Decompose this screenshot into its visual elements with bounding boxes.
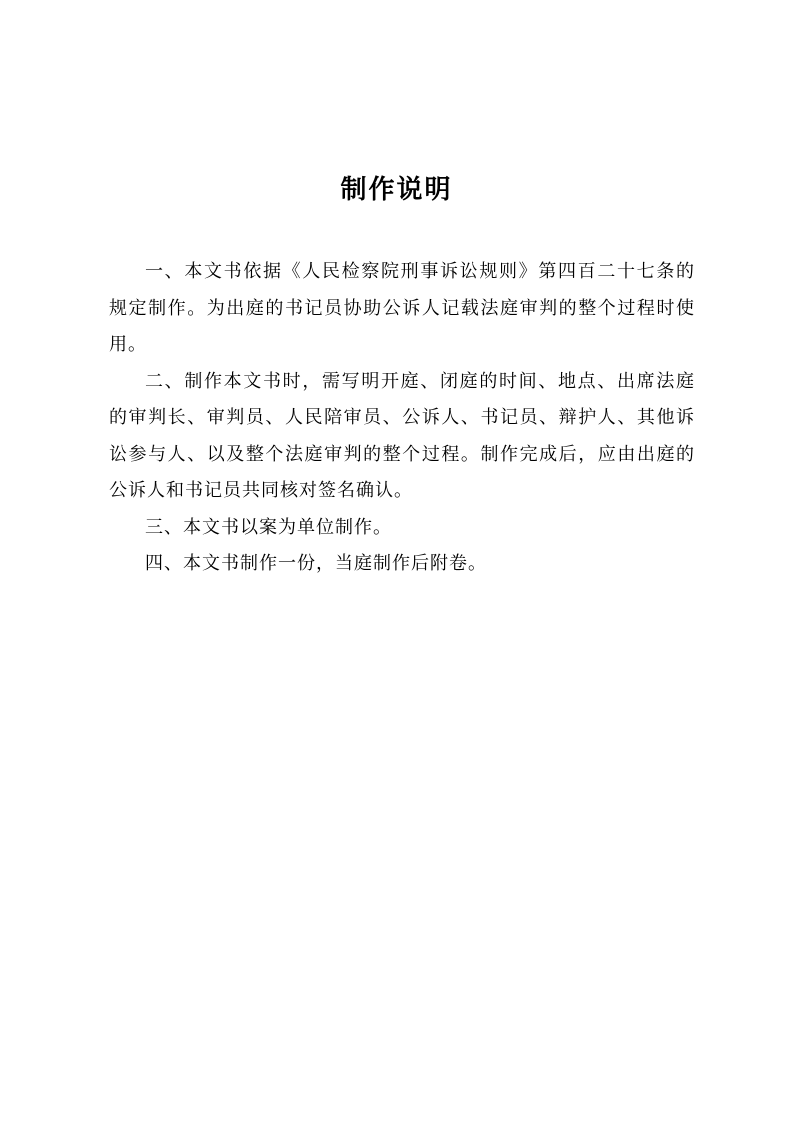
document-body (109, 254, 695, 583)
paragraph-1: 一、本文书依据《人民检察院刑事诉讼规则》第四百二十七条的规定制作。为出庭的书记员协助公诉人记载法庭审判的整个过程时使用。 (109, 261, 695, 355)
paragraph-4: 四、本文书制作一份，当庭制作后附卷。 (145, 553, 487, 574)
paragraph-3: 三、本文书以案为单位制作。 (145, 516, 392, 538)
paragraph-2: 二、制作本文书时，需写明开庭、闭庭的时间、地点、出席法庭的审判长、审判员、人民陪审员、公诉人、书记员、辩护人、其他诉讼参与人、以及整个法庭审判的整个过程。制作完成后，应由出庭的公诉人和书记员共同核对签名确认。 (109, 370, 695, 501)
document-title: 制作说明 (340, 175, 453, 205)
